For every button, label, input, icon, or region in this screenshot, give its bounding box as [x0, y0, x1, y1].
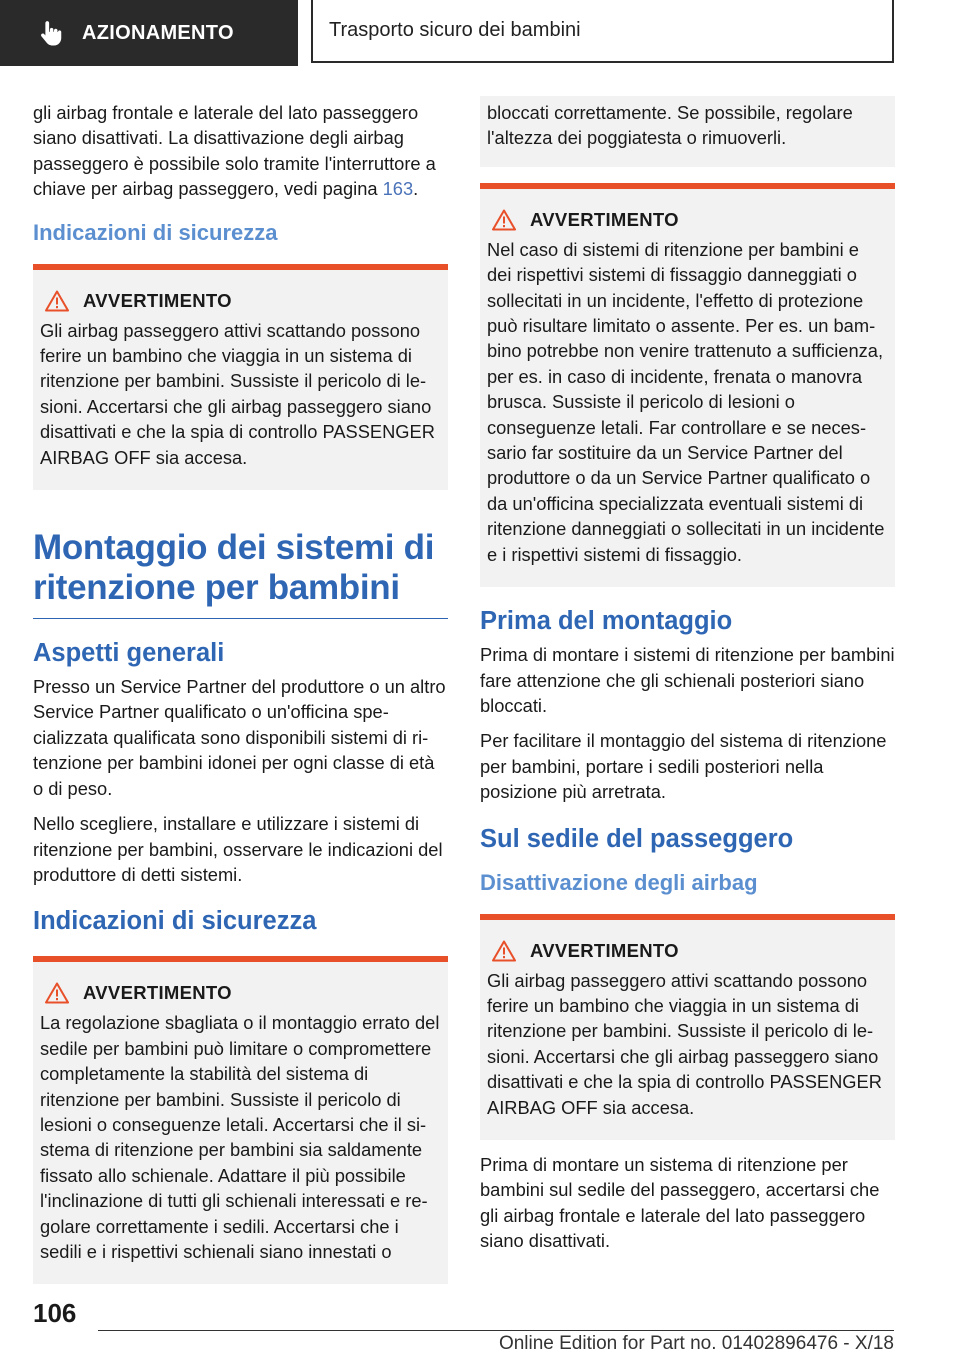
passenger-heading: Sul sedile del passeggero — [480, 824, 794, 853]
final-paragraph: Prima di montare un sistema di ritenzione per bambini sul sedile del passeggero, accertarsi che gli airbag frontale e laterale del lato passeggero siano disattivati. — [480, 1153, 880, 1252]
heading-rule — [33, 618, 448, 619]
chapter-title — [311, 0, 894, 63]
main-heading: Montaggio dei sistemi di ritenzione per bambini — [33, 528, 435, 608]
warning-box-4 — [480, 914, 895, 1140]
warning-title: AVVERTIMENTO — [83, 289, 232, 311]
before-heading: Prima del montaggio — [480, 607, 733, 636]
warning-text: Gli airbag passeggero attivi scattando possono ferire un bambino che viaggia in un sistema di ritenzione per bambini. Sussiste il pericolo di lesioni. Accertarsi che gli airbag passeggero siano disattivati e che la spia di controllo PASSENGER AIRBAG OFF sia accesa. — [40, 319, 435, 468]
section-tab — [0, 0, 298, 66]
intro-paragraph: gli airbag frontale e laterale del lato passeggero siano disattivati. La disattivazione degli airbag passeggero è possibile solo tramite l'interruttore a chiave per airbag passeggero, vedi pagina 163. — [33, 102, 436, 200]
general-heading: Aspetti generali — [33, 639, 225, 668]
warning-title: AVVERTIMENTO — [83, 982, 232, 1004]
before-paragraph-2: Per facilitare il montaggio del sistema di ritenzione per bambini, portare i sedili posteriori nella posizione più arretrata. — [480, 730, 887, 803]
warning-box-3 — [480, 183, 895, 587]
warning-box-2-continued — [480, 96, 895, 167]
hand-pointer-icon — [36, 18, 66, 48]
general-paragraph-2: Nello scegliere, installare e utilizzare i sistemi di ritenzione per bambini, osservare le indicazioni del produttore di detti sistemi. — [33, 813, 443, 885]
right-column — [480, 100, 895, 1264]
warning-box-2 — [33, 956, 448, 1284]
warning-title: AVVERTIMENTO — [530, 208, 679, 230]
left-column — [33, 100, 448, 1284]
warning-text-continued: bloccati correttamente. Se possibile, regolare l'altezza dei poggiatesta o rimuoverli. — [487, 102, 853, 149]
footer-rule — [98, 1330, 894, 1331]
warning-triangle-icon — [492, 209, 516, 231]
safety-heading-2: Indicazioni di sicurezza — [33, 907, 317, 936]
warning-text: Gli airbag passeggero attivi scattando possono ferire un bambino che viaggia in un sistema di ritenzione per bambini. Sussiste il pericolo di lesioni. Accertarsi che gli airbag passeggero siano disattivati e che la spia di controllo PASSENGER AIRBAG OFF sia accesa. — [487, 969, 882, 1118]
section-label: AZIONAMENTO — [82, 21, 234, 44]
page-number: 106 — [33, 1298, 77, 1328]
edition-note: Online Edition for Part no. 01402896476 - X/18 — [498, 1333, 894, 1354]
page-link[interactable]: 163 — [382, 178, 414, 200]
warning-triangle-icon — [45, 982, 69, 1004]
chapter-label: Trasporto sicuro dei bambini — [329, 19, 581, 41]
general-paragraph-1: Presso un Service Partner del produttore o un altro Service Partner qualificato o un'officina specializzata qualificata sono disponibili sistemi di ritenzione per bambini idonei per ogni classe di età o di peso. — [33, 676, 446, 799]
warning-box-1 — [33, 264, 448, 490]
warning-triangle-icon — [45, 290, 69, 312]
warning-title: AVVERTIMENTO — [530, 939, 679, 961]
warning-text: Nel caso di sistemi di ritenzione per bambini e dei rispettivi sistemi di fissaggio danneggiati o sollecitati in un incidente, l'effetto di protezione può risultare limitato o assente. Per es. un bambino potrebbe non venire trattenuto a sufficienza, per es. in caso di incidente, frenata o manovra brusca. Sussiste il pericolo di lesioni o conseguenze letali. Far controllare e se necessario far sostituire da un Service Partner del produttore o da un Service Partner qualificato o da un'officina specializzata eventuali sistemi di ritenzione danneggiati o sollecitati in un incidente e i rispettivi sistemi di fissaggio. — [487, 238, 885, 565]
warning-triangle-icon — [492, 940, 516, 962]
warning-text: La regolazione sbagliata o il montaggio errato del sedile per bambini può limitare o compromettere completamente la stabilità del sistema di ritenzione per bambini. Sussiste il pericolo di lesioni o conseguenze letali. Accertarsi che il sistema di ritenzione per bambini sia saldamente fissato allo schienale. Adattare il più possibile l'inclinazione di tutti gli schienali interessati e regolare correttamente i sedili. Accertarsi che i sedili e i rispettivi schienali siano innestati o — [40, 1012, 440, 1262]
safety-heading-1: Indicazioni di sicurezza — [33, 219, 278, 245]
deactivation-heading: Disattivazione degli airbag — [480, 869, 758, 895]
before-paragraph-1: Prima di montare i sistemi di ritenzione per bambini fare attenzione che gli schienali posteriori siano bloccati. — [480, 644, 895, 716]
